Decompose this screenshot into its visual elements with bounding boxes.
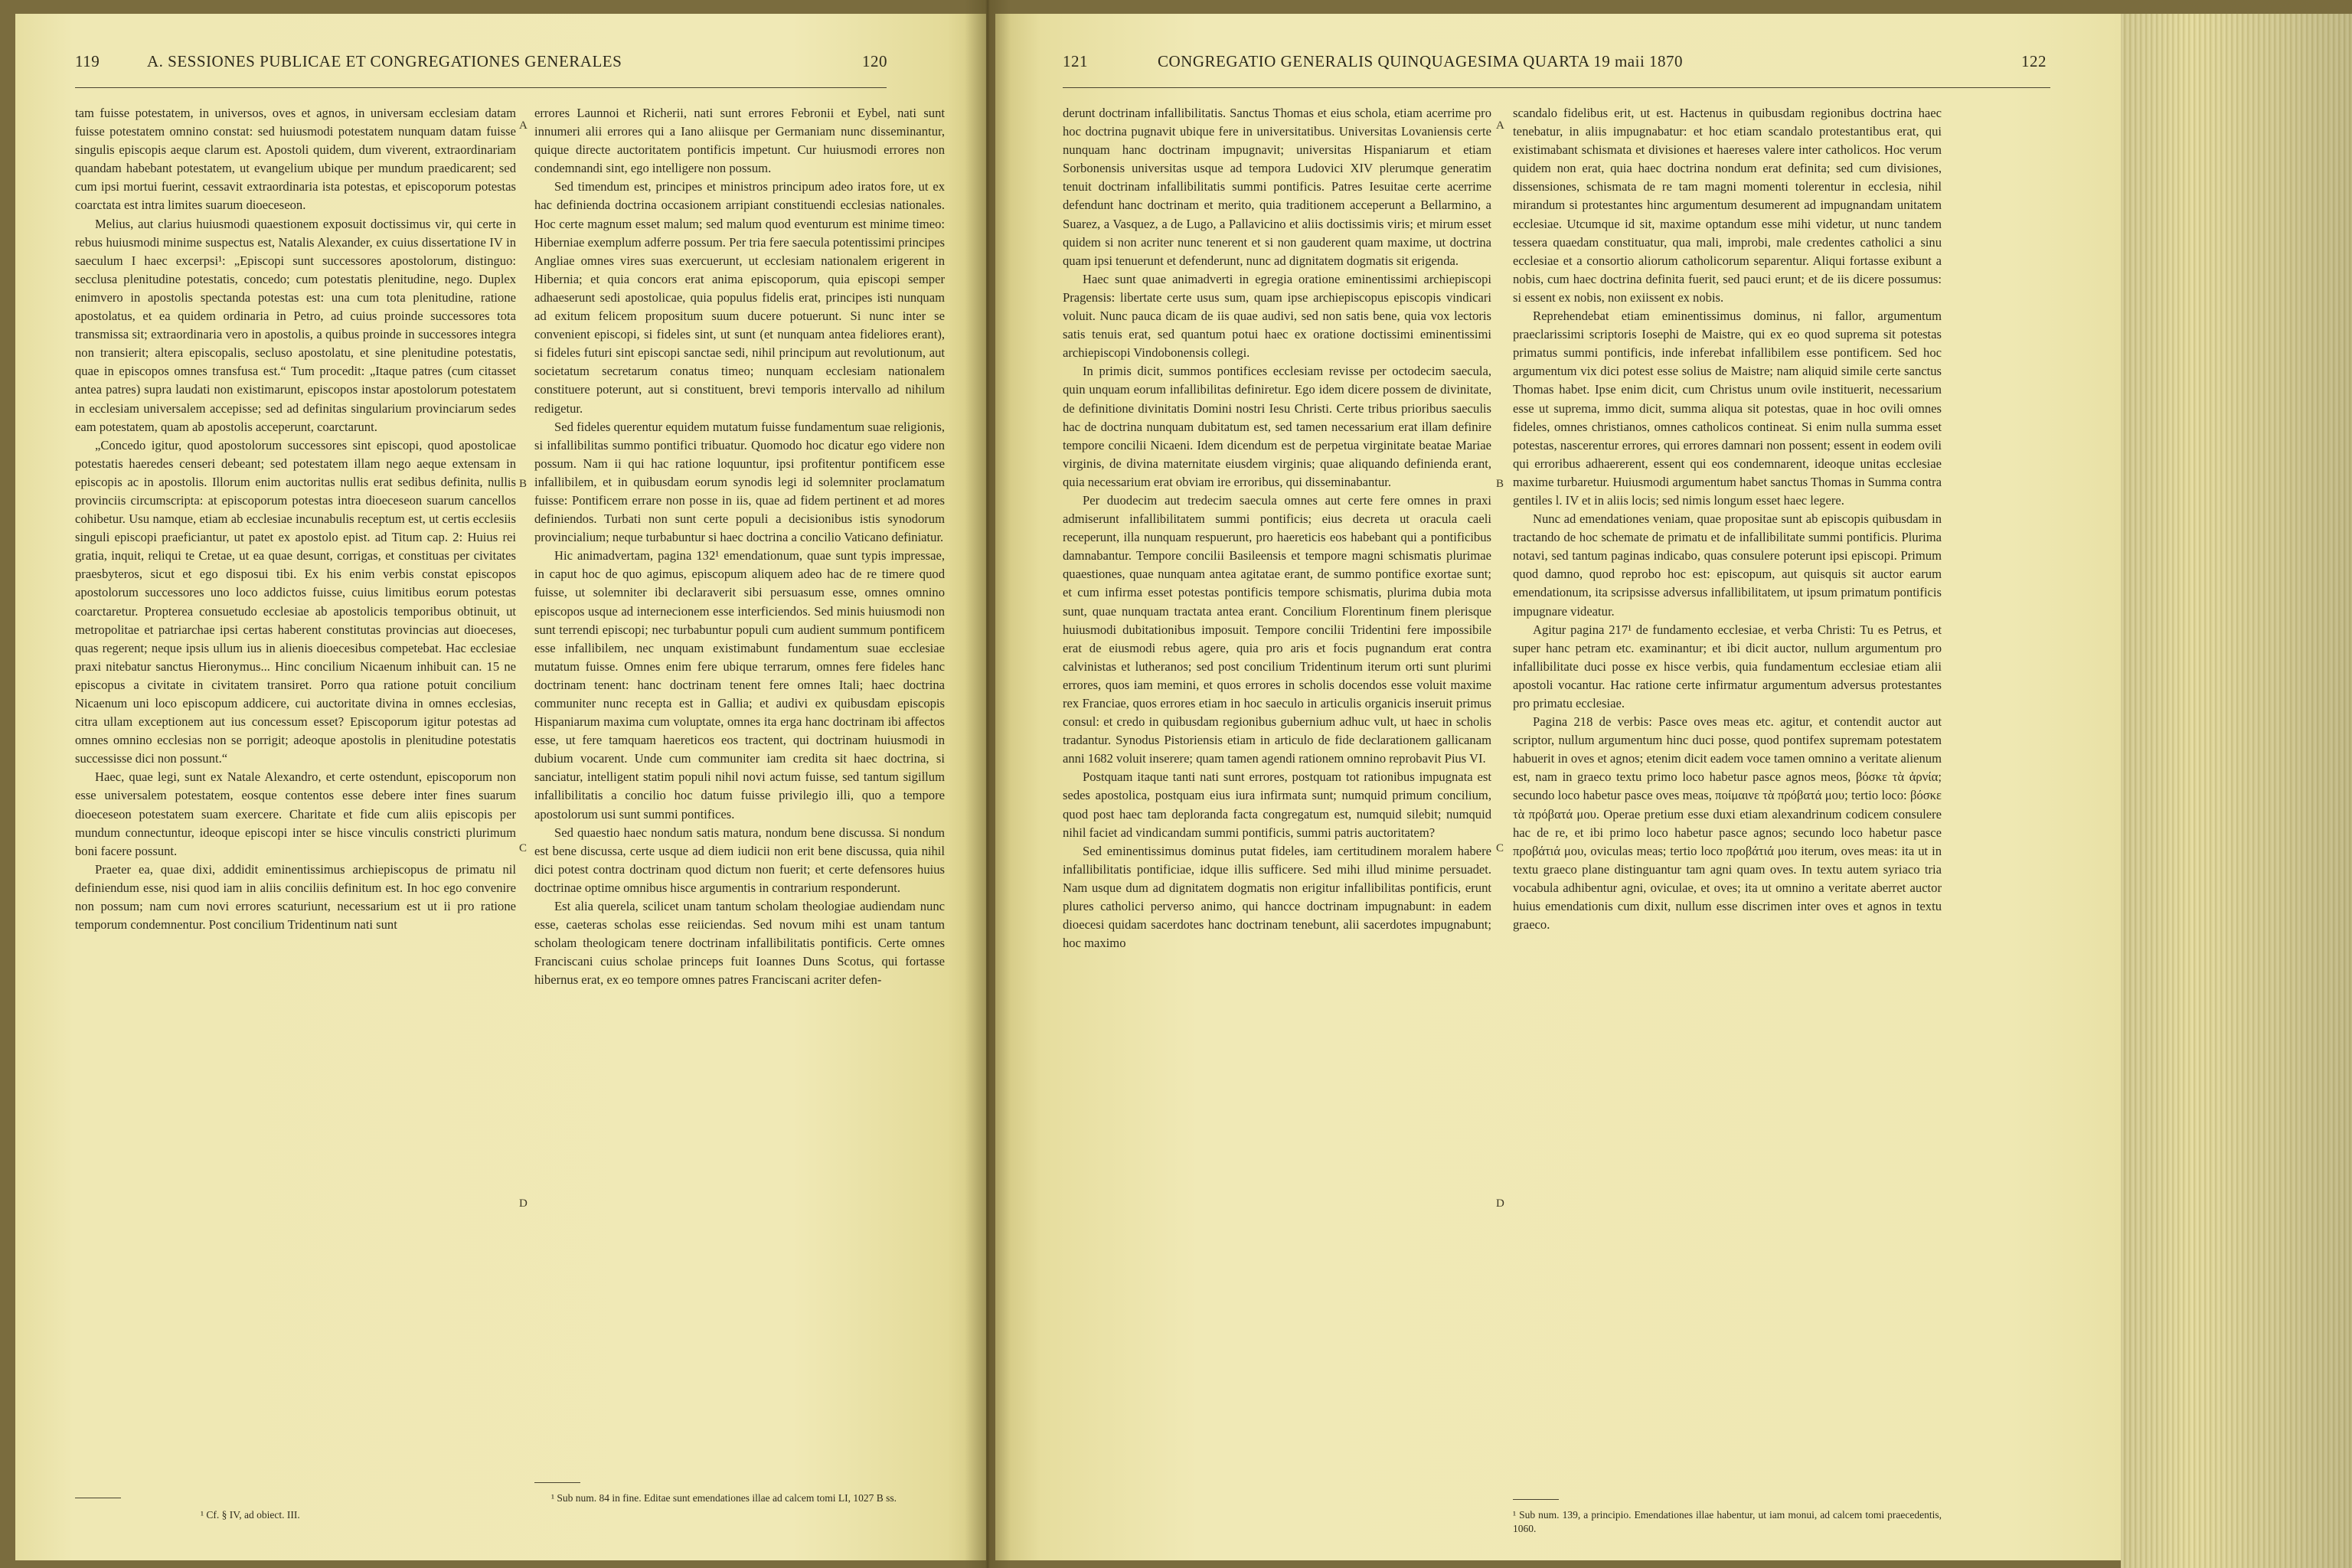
paragraph: Melius, aut clarius huiusmodi quaestionem exposuit doctissimus vir, qui certe in rebus huiusmodi minime suspectus est, Natalis Alexander, ex cuius dissertatione IV in saeculum I haec excerpsi¹: „Episcopi sunt successores apostolorum, distinguo: secclusa plenitudine potestatis, concedo; cum potestatis plenitudine, nego. Duplex enimvero in apostolis spectanda potestas est: una cum tota plenitudine, ratione apostolatus, et ea quidem ordinaria in Petro, ad cuius proinde successores tota transmissa sit; extraordinaria vero in apostolis, a quibus proinde in successores integra non transierit; altera episcopalis, secluso apostolatu, et sine plenitudine potestatis, quae in episcopos omnes transfusa est.“ Tum procedit: „Itaque patres (cum citasset antea patres) supra laudati non existimarunt, episcopos instar apostolorum potestatem in ecclesiam universalem accepisse; sed ad definitas singularium provinciarum sedes eam potestatem, quam ab apostolis acceperunt, coarctarunt. — [75, 216, 516, 434]
paragraph: tam fuisse potestatem, in universos, oves et agnos, in universam ecclesiam datam fuisse potestatem omnino constat: sed huiusmodi potestatem nunquam datam fuisse singulis episcopis aeque clarum est. Apostoli quidem, dum viverent, extraordinariam quandam habebant potestatem, ut evangelium ubique per mundum praedicarent; sed cum ipsi mortui fuerint, cessavit extraordinaria ista potestas, et episcoporum potestas coarctata est intra limites suarum dioeceseon. — [75, 106, 516, 213]
header-rule — [1063, 87, 2050, 88]
left-page — [15, 14, 986, 1560]
paragraph: Haec, quae legi, sunt ex Natale Alexandro, et certe ostendunt, episcoporum non esse universalem potestatem, eosque contentos esse debere inter fines suarum dioeceseon potestatem suam exercere. Charitate et fide cum aliis episcopis per mundum connectuntur, ideoque episcopi inter se hisce vinculis constricti plurimum boni facere possunt. — [75, 769, 516, 858]
paragraph: Per duodecim aut tredecim saecula omnes aut certe fere omnes in praxi admiserunt infallibilitatem summi pontificis; eius decreta ut oracula caeli receperunt, illa nunquam respuerunt, pro haereticis eos habebant qui a pontificibus damnabantur. Tempore concilii Basileensis et tempore magni schismatis plurimae quaestiones, quae nunquam antea agitatae erant, de summo pontifice exortae sunt; et cum infirma esset potestas pontificis tempore schismatis, plurima dubia mota sunt, quae nunquam tractata antea erant. Concilium Florentinum finem plerisque huiusmodi dubitationibus imposuit. Tempore concilii Tridentini fere impossibile erat de eiusmodi rebus agere, quia pro aris et focis pugnandum erat contra calvinistas et lutheranos; sed post concilium Tridentinum iterum orti sunt plurimi errores, quos iam memini, et quos errores in scholis docendos esse voluit maxime rex Franciae, quos errores etiam in hoc saeculo in articulis organicis inseruit primus consul: et credo in quibusdam regionibus gubernium adhuc vult, ut haec in scholis tradantur. Synodus Pistoriensis etiam in articulo de fide declarationem gallicanam anni 1682 voluit inserere; quam tamen agendi rationem omnino reprobavit Pius VI. — [1063, 492, 1491, 766]
page-number-119: 119 — [75, 52, 100, 70]
right-column-2 — [1513, 104, 1942, 1482]
page-number-121: 121 — [1063, 52, 1088, 70]
left-column-1 — [75, 104, 516, 1482]
margin-letter-c: C — [519, 842, 528, 854]
paragraph: Sed fideles querentur equidem mutatum fuisse fundamentum suae religionis, si infallibilitas summo pontifici tribuatur. Quomodo hoc dicatur ego videre non possum. Nam ii qui hac ratione loquuntur, ipsi profitentur pontificem esse infallibilem, et in quibusdam eorum synodis legi id solemniter proclamatum fuisse: Pontificem errare non posse in iis, quae ad fidem pertinent et ad mores definiendos. Turbati non sunt certe populi a decisionibus istis synodorum provincialium; neque turbabuntur si haec doctrina a concilio Vaticano definiatur. — [534, 419, 945, 545]
footnote-left-2: ¹ Sub num. 84 in fine. Editae sunt emendationes illae ad calcem tomi LI, 1027 B ss. — [551, 1492, 897, 1504]
paragraph: Reprehendebat etiam eminentissimus dominus, ni fallor, argumentum praeclarissimi scriptoris Iosephi de Maistre, qui ex eo quod suprema sit potestas primatus summi pontificis, inde inferebat infallibilem esse pontificem. Sed hoc argumentum vix dici potest esse solius de Maistre; nam aliquid simile certe sanctus Thomas habet. Ipse enim dicit, cum Christus unum ovile instituerit, necessarium esse ut suprema, immo dicit, summa aliqua sit potestas, quae in hoc ovili omnes fideles, omnes christianos, omnes catholicos contineat. Si enim nulla summa esset potestas, nascerentur errores, qui errores damnari non possent; essent in eodem ovili qui erroribus adhaererent, essent qui eos condemnarent, ideoque unitas ecclesiae maxime turbaretur. Huiusmodi argumentum habet sanctus Thomas in Summa contra gentiles l. IV et in aliis locis; sed nimis longum esset haec legere. — [1513, 309, 1942, 508]
paragraph: Est alia querela, scilicet unam tantum scholam theologiae audiendam nunc esse, caeteras scholas esse reiiciendas. Sed novum mihi est unam tantum scholam theologicam tenere doctrinam infallibilitatis pontificis. Certe omnes Franciscani cuius scholae princeps fuit Ioannes Duns Scotus, qui fortasse hibernus erat, ex eo tempore omnes patres Franciscani acriter defen- — [534, 899, 945, 988]
header-rule — [75, 87, 887, 88]
right-page — [995, 14, 2121, 1560]
left-column-2 — [534, 104, 945, 1482]
margin-letter-b: B — [1496, 478, 1504, 490]
running-head-left: A. SESSIONES PUBLICAE ET CONGREGATIONES GENERALES — [147, 52, 622, 70]
page-number-122: 122 — [2021, 52, 2047, 70]
margin-letter-c: C — [1496, 842, 1504, 854]
paragraph: Agitur pagina 217¹ de fundamento ecclesiae, et verba Christi: Tu es Petrus, et super hanc petram etc. examinantur; et ibi dicit auctor, nullum argumentum pro infallibilitate duci posse ex hisce verbis, quia fundamentum ecclesiae etiam alii apostoli vocantur. Hac ratione certe infirmatur argumentum adversus protestantes pro primatu ecclesiae. — [1513, 622, 1942, 710]
footnote-left-1: ¹ Cf. § IV, ad obiect. III. — [201, 1509, 300, 1521]
paragraph: „Concedo igitur, quod apostolorum successores sint episcopi, quod apostolicae potestatis haeredes censeri debeant; sed potestatem illam nego aeque extensam in episcopis ac in apostolis. Illorum enim auctoritas nullis erat sedibus definita, nullis provinciis circumscripta: at episcoporum potestas intra dioeceseon suarum cancellos cohibetur. Usu namque, etiam ab ecclesiae incunabulis receptum est, ut certis ecclesiis singuli episcopi praeficiantur, ut patet ex apostolo epist. ad Titum cap. 2: Huius rei gratia, inquit, reliqui te Cretae, ut ea quae desunt, corrigas, et constituas per civitates praesbyteros, sicut et ego disposui tibi. Ex his enim verbis constat episcopos apostolorum successores uno loco addictos fuisse, cuius limitibus eorum potestas coarctaretur. Propterea consuetudo ecclesiae ab apostolicis temporibus obtinuit, ut metropolitae et patriarchae ipsi certas haberent constitutas provincias aut dioeceses, quas regerent; neque ipsis ullum ius in alienis dioecesibus competebat. Hac ecclesiae praxi nitebatur sanctus Hieronymus... Hinc concilium Nicaenum inhibuit can. 15 ne episcopus a civitate in civitatem transiret. Porro qua ratione potuit concilium Nicaenum uni loco episcopum addicere, cui auctoritate divina in omnes ecclesias, citra ullam exceptionem aut ius concessum esset? Episcoporum igitur potestas ad omnes omnino ecclesias non se porrigit; adeoque apostolis in plenitudine potestatis successisse dici non possunt.“ — [75, 437, 516, 766]
footnote-rule — [1513, 1499, 1559, 1500]
paragraph: Pagina 218 de verbis: Pasce oves meas etc. agitur, et contendit auctor aut scriptor, nullum argumentum hinc duci posse, quod pontifex supremam potestatem habuerit in oves et agnos; etenim dicit eadem voce tamen omnino a veritate alienum est, nam in graeco textu primo loco habetur pasce agnos meos, βόσκε τὰ ἀρνία; secundo loco habetur pasce oves meas, ποίμαινε τὰ πρόβατά μου; tertio loco: βόσκε τὰ πρόβατά μου. Operae pretium esse duxi etiam alexandrinum codicem consulere hac de re, et ibi primo loco habetur pasce agnos; secundo loco habetur pasce προβάτιά μου, oviculas meas; tertio loco προβάτιά μου iterum, oves meas: ita ut in textu graeco plane distinguantur tam agni quam oves. In textu autem syriaco tria vocabula adhibentur agni, oviculae, et oves; ita ut omnino a veritate aberret auctor huius emendationis cum dixit, nullum esse discrimen inter oves et agnos in textu graeco. — [1513, 714, 1942, 933]
paragraph: Haec sunt quae animadverti in egregia oratione eminentissimi archiepiscopi Pragensis: libertate certe usus sum, quam ipse archiepiscopus episcopis vindicari voluit. Nunc pauca dicam de iis quae audivi, sed non satis bene, quia vox lectoris satis tenuis erat, sed quantum potui haec ex oratione doctissimi eminentissimi archiepiscopi Vindobonensis collegi. — [1063, 271, 1491, 361]
margin-letter-a: A — [519, 119, 528, 132]
margin-letter-b: B — [519, 478, 528, 490]
paragraph: scandalo fidelibus erit, ut est. Hactenus in quibusdam regionibus doctrina haec tenebatur, in aliis impugnabatur: et hoc etiam scandalo protestantibus erat, qui existimabant schismata et divisiones et haereses valere inter catholicos. Hoc verum quidem non erat, quia haec doctrina nondum erat definita; sed cum divisiones, dissensiones, schismata de re tam magni momenti tolerentur in ecclesia, nihil mirandum si protestantes hinc argumentum desumerent ad impugnandam unitatem ecclesiae. Utcumque id sit, maxime optandum esse mihi videtur, ut nunc tandem tessera quaedam constituatur, qua mali, improbi, male credentes catholici a sinu ecclesiae et a consortio aliorum catholicorum separentur. Aliqui fortasse exibunt a nobis, cum haec doctrina definita fuerit, sed pauci erunt; et de iis dicere possumus: si essent ex nobis, non exiissent ex nobis. — [1513, 106, 1942, 305]
paragraph: Nunc ad emendationes veniam, quae propositae sunt ab episcopis quibusdam in tractando de hoc schemate de primatu et de infallibilitate summi pontificis. Plurima notavi, sed tantum paginas indicabo, quas consulere poterunt ipsi episcopi. Primum quod damno, quod reprobo hoc est: episcopum, aut quisquis sit auctor earum emendationum, ita scripsisse adversus infallibilitatem, ut ipsum primatum pontificis impugnare videatur. — [1513, 511, 1942, 619]
footnote-right: ¹ Sub num. 139, a principio. Emendationes illae habentur, ut iam monui, ad calcem tomi praecedentis, 1060. — [1513, 1509, 1942, 1534]
paragraph: Postquam itaque tanti nati sunt errores, postquam tot rationibus impugnata est sedes apostolica, postquam eius iura infirmata sunt; numquid primum concilium, quod post haec tam deploranda facta congregatum est, numquid silebit; numquid nihil faciet ad vindicandam summi pontificis, summi patris auctoritatem? — [1063, 769, 1491, 840]
margin-letter-a: A — [1496, 119, 1504, 132]
margin-letter-d: D — [1496, 1197, 1504, 1210]
paragraph: Praeter ea, quae dixi, addidit eminentissimus archiepiscopus de primatu nil definiendum esse, nisi quod iam in aliis conciliis definitum est. In hoc ego convenire non possum; nam cum novi errores scaturiunt, necessarium est ut ii pro ratione temporum condemnentur. Post concilium Tridentinum nati sunt — [75, 861, 516, 933]
paragraph: derunt doctrinam infallibilitatis. Sanctus Thomas et eius schola, etiam acerrime pro hoc doctrina pugnavit ubique fere in universitatibus. Universitas Lovaniensis certe nunquam hanc doctrinam impugnavit; universitas Hispaniarum et etiam Sorbonensis universitas usque ad tempora Ludovici XIV plerumque generatim tenuit doctrinam infallibilitatis summi pontificis. Patres Iesuitae certe acerrime defendunt hanc doctrinam et merito, quia traditionem acceperunt a Bellarmino, a Suarez, a Vasquez, a de Lugo, a Pallavicino et aliis doctissimis viris; et mirum esset quidem si non acriter nunc tenerent et si non gauderent quam maxime, ut doctrina quam ipsi tenuerunt et defenderunt, nunc ad dignitatem dogmatis sit erigenda. — [1063, 106, 1491, 268]
paragraph: Sed quaestio haec nondum satis matura, nondum bene discussa. Si nondum est bene discussa, certe usque ad diem iudicii non erit bene discussa, quia nihil dici potest contra doctrinam quod dictum non fuerit; et certe defensores huius doctrinae optime omnibus hisce argumentis in contrarium responderunt. — [534, 825, 945, 895]
page-number-120: 120 — [862, 52, 887, 70]
footnote-rule — [534, 1482, 580, 1483]
paragraph: Sed eminentissimus dominus putat fideles, iam certitudinem moralem habere infallibilitatis pontificiae, idque illis sufficere. Sed mihi illud minime persuadet. Nam usque dum ad dignitatem dogmatis non erigitur infallibilitas pontificis, erunt plures catholici perverso animo, qui hancce doctrinam impugnabunt: in eadem dioecesi quidam sacerdotes hanc doctrinam tenebunt, alii sacerdotes impugnabunt; hoc maximo — [1063, 843, 1491, 951]
book-gutter — [965, 0, 1011, 1568]
paragraph: errores Launnoi et Richerii, nati sunt errores Febronii et Eybel, nati sunt innumeri alii errores qui a Iano aliisque per Germaniam nunc disseminantur, quique directe auctoritatem pontificis impetunt. Cur huiusmodi errores non condemnandi sint, ego intelligere non possum. — [534, 106, 945, 176]
running-head-right: CONGREGATIO GENERALIS QUINQUAGESIMA QUARTA 19 maii 1870 — [1158, 52, 1684, 70]
right-column-1 — [1063, 104, 1491, 1482]
paragraph: Hic animadvertam, pagina 132¹ emendationum, quae sunt typis impressae, in caput hoc de quo agimus, episcopum aliquem adeo hac de re timere quod fuisse, ut solemniter ibi declaraverit sibi persuasum esse, omnes omnino episcopos usque ad internecionem esse interficiendos. Sed minis huiusmodi non sunt terrendi episcopi; nec turbabuntur populi cum audient summum pontificem esse infallibilem, nec unquam existimabunt fundamentum suae ecclesiae mutatum fuisse. Omnes enim fere ubique terrarum, omnes fere fideles hanc doctrinam tenent: hanc doctrinam tenent fere omnes Itali; haec doctrina communiter nunc recepta est in Gallia; et audivi ex quibusdam episcopis Hispaniarum maxima cum voluptate, omnes ita erga hanc doctrinam ibi affectos esse, ut fere tamquam haereticos eos tractent, qui doctrinam huiusmodi in dubium vocarent. Unde cum communiter iam credita sit haec doctrina, si sanciatur, intelligent statim populi nihil novi actum fuisse, sed tantum sigillum infallibilitatis a concilio hoc datum fuisse privilegio illi, quo a tempore apostolorum usi sunt summi pontifices. — [534, 548, 945, 822]
margin-letter-d: D — [519, 1197, 528, 1210]
page-edges-shade — [2121, 14, 2352, 1568]
paragraph: Sed timendum est, principes et ministros principum adeo iratos fore, ut ex hac definienda doctrina occasionem arripiant constituendi ecclesias nationales. Hoc certe magnum esset malum; sed malum quod eventurum est minime timeo: Hiberniae exemplum adferre possum. Per tria fere saecula potentissimi principes Angliae omnes vires suas exercuerunt, ut ecclesiam nationalem erigerent in Hibernia; et quia concors erat anima episcoporum, quia episcopi semper adhaeserunt sedi apostolicae, quia populus fidelis erat, principes isti nunquam ad exitum felicem propositum suum ducere potuerunt. Si nunc inter se convenient episcopi, si fideles sint, ut sunt (et nunquam antea fideliores erant), si fideles futuri sint episcopi sanctae sedi, nihil principum aut revolutionum, aut societatum secretarum conatus timeo; nunquam ecclesiam nationalem constituere poterunt, aut si constituent, brevi temporis intervallo ad nihilum redigetur. — [534, 179, 945, 416]
paragraph: In primis dicit, summos pontifices ecclesiam revisse per octodecim saecula, quin unquam eorum infallibilitas definiretur. Ego idem dicere possem de divinitate, de definitione divinitatis Domini nostri Iesu Christi. Certe tribus prioribus saeculis hac de doctrina nunquam dubitatum est, sed tamen necessarium erat illam definire tempore concilii Nicaeni. Idem dicendum est de perpetua virginitate beatae Mariae virginis, de divina maternitate eiusdem virginis; quae aliquando definienda erant, quia necessarium erat obviam ire erroribus, qui disseminabantur. — [1063, 364, 1491, 489]
